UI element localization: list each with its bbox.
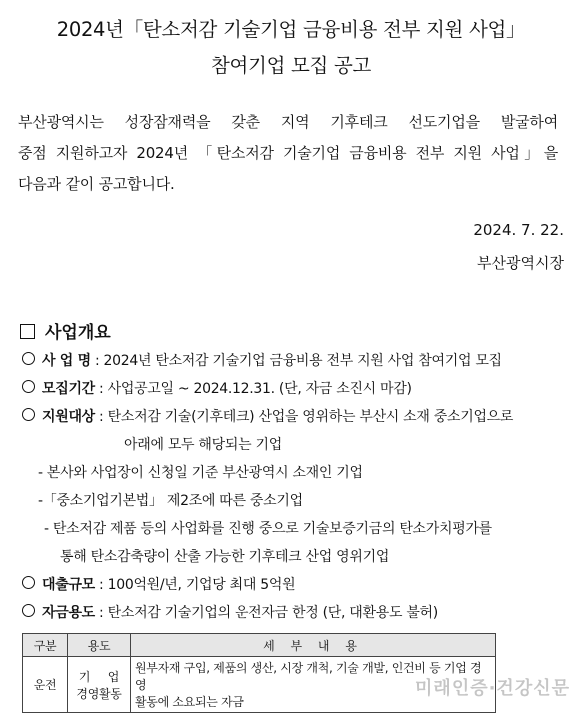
- item-recruit-period: 모집기간 : 사업공고일 ~ 2024.12.31. (단, 자금 소진시 마감): [22, 378, 412, 398]
- sub-item-3: - 탄소저감 제품 등의 사업화를 진행 중으로 기술보증기금의 탄소가치평가를: [44, 521, 492, 537]
- title-line-2: 참여기업 모집 공고: [210, 54, 372, 77]
- section-heading: [20, 318, 111, 343]
- item-label: 지원대상: [42, 409, 95, 425]
- item-support-target-cont: 아래에 모두 해당되는 기업: [124, 437, 282, 453]
- table-header-detail: 세 부 내 용: [131, 634, 496, 657]
- circle-bullet-icon: [22, 604, 35, 617]
- sub-item-2: -「중소기업기본법」 제2조에 따른 중소기업: [38, 493, 303, 509]
- watermark: 미래인증·건강신문: [415, 678, 570, 699]
- table-header-use: 용도: [68, 634, 131, 657]
- circle-bullet-icon: [22, 408, 35, 421]
- fund-use-table: [22, 633, 496, 713]
- item-fund-use: 자금용도 : 탄소저감 기술기업의 운전자금 한정 (단, 대환용도 불허): [22, 602, 438, 622]
- item-label: 대출규모: [42, 577, 95, 593]
- sub-item-3-cont: 통해 탄소감축량이 산출 가능한 기후테크 산업 영위기업: [60, 549, 390, 565]
- checkbox-square-icon: [20, 324, 35, 339]
- item-text: 탄소저감 기술기업의 운전자금 한정 (단, 대환용도 불허): [107, 605, 438, 621]
- item-text: 100억원/년, 기업당 최대 5억원: [107, 577, 296, 593]
- table-cell-use: 기 업 경영활동: [68, 657, 131, 713]
- table-header-category: 구분: [23, 634, 68, 657]
- table-cell-detail: 원부자재 구입, 제품의 생산, 시장 개척, 기술 개발, 인건비 등 기업 경영 활동에 소요되는 자금: [131, 657, 496, 713]
- sub-item-1: - 본사와 사업장이 신청일 기준 부산광역시 소재인 기업: [38, 465, 363, 481]
- circle-bullet-icon: [22, 576, 35, 589]
- circle-bullet-icon: [22, 352, 35, 365]
- item-label: 자금용도: [42, 605, 95, 621]
- intro-line-3: 다음과 같이 공고합니다.: [18, 175, 175, 193]
- circle-bullet-icon: [22, 380, 35, 393]
- item-text: 탄소저감 기술(기후테크) 산업을 영위하는 부산시 소재 중소기업으로: [107, 409, 514, 425]
- issuer: 부산광역시장: [477, 254, 564, 272]
- announcement-date: 2024. 7. 22.: [473, 221, 564, 239]
- intro-line-1: 부산광역시는 성장잠재력을 갖춘 지역 기후테크 선도기업을 발굴하여: [18, 113, 558, 131]
- section-title: 사업개요: [45, 323, 111, 343]
- item-support-target: 지원대상 : 탄소저감 기술(기후테크) 산업을 영위하는 부산시 소재 중소기업으로: [22, 406, 513, 426]
- item-text: 사업공고일 ~ 2024.12.31. (단, 자금 소진시 마감): [107, 381, 412, 397]
- item-text: 2024년 탄소저감 기술기업 금융비용 전부 지원 사업 참여기업 모집: [103, 353, 502, 369]
- item-label: 사 업 명: [42, 353, 91, 369]
- title-line-1: 2024년「탄소저감 기술기업 금융비용 전부 지원 사업」: [56, 18, 526, 41]
- intro-line-2: 중점 지원하고자 2024년 「탄소저감 기술기업 금융비용 전부 지원 사업」을: [18, 144, 558, 162]
- item-loan-scale: 대출규모 : 100억원/년, 기업당 최대 5억원: [22, 574, 295, 594]
- table-cell-category: 운전: [23, 657, 68, 713]
- table-header-row: [23, 634, 496, 657]
- item-label: 모집기간: [42, 381, 95, 397]
- item-project-name: 사 업 명 : 2024년 탄소저감 기술기업 금융비용 전부 지원 사업 참여기업 모집: [22, 350, 502, 370]
